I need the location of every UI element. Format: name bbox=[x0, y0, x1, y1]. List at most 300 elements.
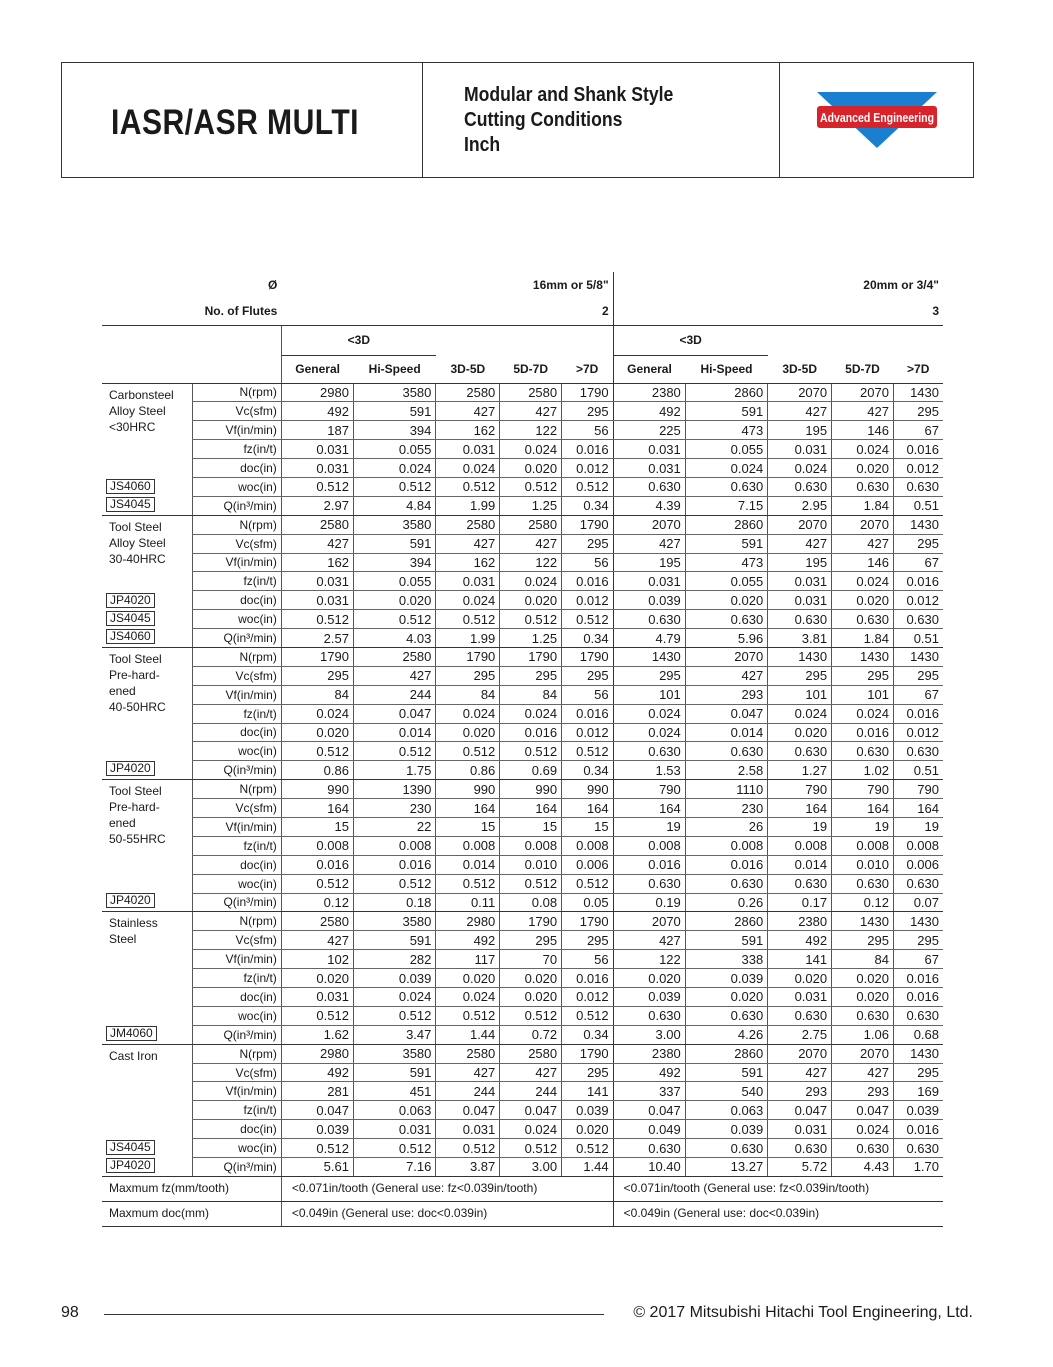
material-cell bbox=[102, 647, 193, 779]
value-cell: 295 bbox=[893, 534, 943, 553]
value-cell: 295 bbox=[893, 1063, 943, 1082]
value-cell: 0.010 bbox=[832, 855, 894, 874]
material-cell bbox=[102, 515, 193, 647]
value-cell: 0.630 bbox=[832, 610, 894, 629]
cutting-conditions-table bbox=[102, 272, 943, 1227]
value-cell: 492 bbox=[613, 1063, 685, 1082]
table-row bbox=[102, 855, 943, 874]
value-cell: 0.039 bbox=[685, 969, 767, 988]
table-row bbox=[102, 1025, 943, 1044]
value-cell: 0.11 bbox=[436, 893, 500, 912]
value-cell: 0.039 bbox=[613, 591, 685, 610]
value-cell: 195 bbox=[768, 421, 832, 440]
value-cell: 0.024 bbox=[436, 591, 500, 610]
value-cell: 0.020 bbox=[436, 723, 500, 742]
value-cell: 0.016 bbox=[562, 969, 614, 988]
value-cell: 2580 bbox=[500, 515, 562, 534]
value-cell: 0.008 bbox=[500, 836, 562, 855]
value-cell: 293 bbox=[832, 1082, 894, 1101]
param-label: doc(in) bbox=[193, 459, 282, 478]
param-label: N(rpm) bbox=[193, 383, 282, 402]
value-cell: 67 bbox=[893, 950, 943, 969]
value-cell: 0.016 bbox=[500, 723, 562, 742]
flutes-group-1: 2 bbox=[281, 297, 613, 325]
value-cell: 0.047 bbox=[768, 1101, 832, 1120]
value-cell: 4.39 bbox=[613, 496, 685, 515]
grade-badge: JS4060 bbox=[106, 479, 155, 494]
material-cell bbox=[102, 383, 193, 515]
value-cell: 164 bbox=[562, 799, 614, 818]
value-cell: 0.016 bbox=[893, 440, 943, 459]
material-name-line: Stainless bbox=[109, 916, 158, 931]
value-cell: 0.512 bbox=[353, 1006, 435, 1025]
logo-cell bbox=[780, 63, 973, 177]
value-cell: 2980 bbox=[281, 1044, 353, 1063]
table-row bbox=[102, 629, 943, 648]
value-cell: 295 bbox=[562, 1063, 614, 1082]
value-cell: 591 bbox=[353, 402, 435, 421]
value-cell: 0.012 bbox=[893, 459, 943, 478]
value-cell: 1430 bbox=[893, 647, 943, 666]
material-name-line: 50-55HRC bbox=[109, 832, 166, 847]
value-cell: 2580 bbox=[436, 383, 500, 402]
value-cell: 141 bbox=[562, 1082, 614, 1101]
value-cell: 230 bbox=[353, 799, 435, 818]
value-cell: 84 bbox=[832, 950, 894, 969]
material-name-line: ened bbox=[109, 816, 136, 831]
grade-badge: JS4045 bbox=[106, 1140, 155, 1155]
table-row bbox=[102, 931, 943, 950]
value-cell: 0.512 bbox=[353, 874, 435, 893]
value-cell: 0.34 bbox=[562, 1025, 614, 1044]
value-cell: 295 bbox=[436, 666, 500, 685]
value-cell: 244 bbox=[353, 685, 435, 704]
value-cell: 0.630 bbox=[832, 477, 894, 496]
param-label: Vf(in/min) bbox=[193, 421, 282, 440]
param-label: Vc(sfm) bbox=[193, 402, 282, 421]
value-cell: 0.008 bbox=[436, 836, 500, 855]
param-label: doc(in) bbox=[193, 591, 282, 610]
value-cell: 7.16 bbox=[353, 1158, 435, 1177]
value-cell: 1790 bbox=[562, 1044, 614, 1063]
value-cell: 0.024 bbox=[500, 1120, 562, 1139]
value-cell: 22 bbox=[353, 817, 435, 836]
value-cell: 244 bbox=[436, 1082, 500, 1101]
value-cell: 0.039 bbox=[893, 1101, 943, 1120]
value-cell: 3580 bbox=[353, 912, 435, 931]
value-cell: 2070 bbox=[685, 647, 767, 666]
column-header-1-5d7d: 5D-7D bbox=[500, 355, 562, 383]
value-cell: 0.031 bbox=[436, 572, 500, 591]
diameter-label: Ø bbox=[267, 277, 278, 292]
value-cell: 1390 bbox=[353, 780, 435, 799]
value-cell: 0.630 bbox=[893, 610, 943, 629]
value-cell: 7.15 bbox=[685, 496, 767, 515]
value-cell: 295 bbox=[281, 666, 353, 685]
value-cell: 0.031 bbox=[281, 440, 353, 459]
value-cell: 0.016 bbox=[562, 440, 614, 459]
value-cell: 3.00 bbox=[500, 1158, 562, 1177]
value-cell: 295 bbox=[562, 931, 614, 950]
value-cell: 2980 bbox=[281, 383, 353, 402]
value-cell: 0.020 bbox=[685, 591, 767, 610]
value-cell: 0.055 bbox=[353, 440, 435, 459]
grade-badge: JP4020 bbox=[106, 1158, 155, 1173]
value-cell: 0.031 bbox=[768, 440, 832, 459]
value-cell: 0.024 bbox=[500, 704, 562, 723]
diameter-group-2: 20mm or 3/4" bbox=[613, 272, 943, 297]
value-cell: 162 bbox=[436, 553, 500, 572]
value-cell: 295 bbox=[893, 666, 943, 685]
value-cell: 0.031 bbox=[281, 572, 353, 591]
value-cell: 122 bbox=[500, 553, 562, 572]
value-cell: 0.512 bbox=[562, 742, 614, 761]
param-label: woc(in) bbox=[193, 1006, 282, 1025]
grade-badge: JM4060 bbox=[106, 1026, 157, 1041]
value-cell: 427 bbox=[768, 402, 832, 421]
value-cell: 0.024 bbox=[832, 1120, 894, 1139]
value-cell: 0.512 bbox=[281, 742, 353, 761]
value-cell: 101 bbox=[768, 685, 832, 704]
value-cell: 0.024 bbox=[685, 459, 767, 478]
value-cell: 0.031 bbox=[768, 572, 832, 591]
value-cell: 0.630 bbox=[893, 1006, 943, 1025]
value-cell: 146 bbox=[832, 553, 894, 572]
param-label: Vf(in/min) bbox=[193, 1082, 282, 1101]
material-name-line: Steel bbox=[109, 932, 137, 947]
value-cell: 70 bbox=[500, 950, 562, 969]
value-cell: 0.630 bbox=[893, 1139, 943, 1158]
column-header-2-7d: >7D bbox=[893, 355, 943, 383]
value-cell: 1.02 bbox=[832, 761, 894, 780]
value-cell: 0.630 bbox=[893, 874, 943, 893]
value-cell: 0.024 bbox=[613, 723, 685, 742]
value-cell: 0.031 bbox=[281, 591, 353, 610]
value-cell: 15 bbox=[562, 817, 614, 836]
value-cell: 0.630 bbox=[613, 742, 685, 761]
value-cell: 1.62 bbox=[281, 1025, 353, 1044]
value-cell: 2580 bbox=[436, 1044, 500, 1063]
value-cell: 295 bbox=[562, 666, 614, 685]
value-cell: 1790 bbox=[436, 647, 500, 666]
value-cell: 56 bbox=[562, 421, 614, 440]
value-cell: 0.008 bbox=[353, 836, 435, 855]
value-cell: 15 bbox=[436, 817, 500, 836]
value-cell: 195 bbox=[768, 553, 832, 572]
value-cell: 0.34 bbox=[562, 496, 614, 515]
param-label: fz(in/t) bbox=[193, 572, 282, 591]
value-cell: 19 bbox=[832, 817, 894, 836]
value-cell: 0.630 bbox=[832, 1006, 894, 1025]
value-cell: 0.020 bbox=[832, 591, 894, 610]
value-cell: 0.016 bbox=[685, 855, 767, 874]
value-cell: 0.047 bbox=[832, 1101, 894, 1120]
value-cell: 2860 bbox=[685, 383, 767, 402]
param-label: N(rpm) bbox=[193, 912, 282, 931]
material-cell bbox=[102, 1044, 193, 1176]
value-cell: 4.79 bbox=[613, 629, 685, 648]
param-label: woc(in) bbox=[193, 477, 282, 496]
param-label: doc(in) bbox=[193, 1120, 282, 1139]
value-cell: 1.84 bbox=[832, 629, 894, 648]
value-cell: 0.630 bbox=[613, 1139, 685, 1158]
value-cell: 2860 bbox=[685, 1044, 767, 1063]
value-cell: 164 bbox=[281, 799, 353, 818]
value-cell: 1.70 bbox=[893, 1158, 943, 1177]
table-row bbox=[102, 969, 943, 988]
value-cell: 0.08 bbox=[500, 893, 562, 912]
value-cell: 164 bbox=[500, 799, 562, 818]
flutes-header-row bbox=[102, 297, 943, 325]
value-cell: 1790 bbox=[500, 912, 562, 931]
grade-badge: JP4020 bbox=[106, 761, 155, 776]
value-cell: 2980 bbox=[436, 912, 500, 931]
value-cell: 2580 bbox=[281, 912, 353, 931]
value-cell: 101 bbox=[832, 685, 894, 704]
value-cell: 1430 bbox=[893, 1044, 943, 1063]
value-cell: 1.25 bbox=[500, 629, 562, 648]
value-cell: 591 bbox=[353, 534, 435, 553]
limit-label: Maxmum fz(mm/tooth) bbox=[102, 1176, 281, 1201]
value-cell: 101 bbox=[613, 685, 685, 704]
param-label: fz(in/t) bbox=[193, 704, 282, 723]
value-cell: 3580 bbox=[353, 1044, 435, 1063]
value-cell: 1790 bbox=[562, 912, 614, 931]
value-cell: 0.008 bbox=[893, 836, 943, 855]
limit-group-2: <0.049in (General use: doc<0.039in) bbox=[613, 1201, 943, 1226]
value-cell: 1.84 bbox=[832, 496, 894, 515]
value-cell: 0.630 bbox=[768, 477, 832, 496]
value-cell: 0.008 bbox=[562, 836, 614, 855]
param-label: N(rpm) bbox=[193, 780, 282, 799]
value-cell: 591 bbox=[353, 931, 435, 950]
value-cell: 0.86 bbox=[281, 761, 353, 780]
flutes-label: No. of Flutes bbox=[102, 297, 281, 325]
value-cell: 195 bbox=[613, 553, 685, 572]
value-cell: 67 bbox=[893, 421, 943, 440]
value-cell: 427 bbox=[613, 931, 685, 950]
limit-row bbox=[102, 1201, 943, 1226]
param-label: Q(in³/min) bbox=[193, 1158, 282, 1177]
value-cell: 1430 bbox=[832, 912, 894, 931]
value-cell: 0.008 bbox=[281, 836, 353, 855]
value-cell: 0.039 bbox=[685, 1120, 767, 1139]
value-cell: 0.031 bbox=[768, 591, 832, 610]
value-cell: 0.512 bbox=[353, 742, 435, 761]
material-name-line: 40-50HRC bbox=[109, 699, 166, 714]
value-cell: 0.024 bbox=[500, 440, 562, 459]
value-cell: 19 bbox=[768, 817, 832, 836]
table-row bbox=[102, 477, 943, 496]
table-row bbox=[102, 515, 943, 534]
table-row bbox=[102, 572, 943, 591]
value-cell: 427 bbox=[613, 534, 685, 553]
value-cell: 1.44 bbox=[562, 1158, 614, 1177]
value-cell: 117 bbox=[436, 950, 500, 969]
value-cell: 0.68 bbox=[893, 1025, 943, 1044]
value-cell: 4.26 bbox=[685, 1025, 767, 1044]
value-cell: 0.630 bbox=[893, 477, 943, 496]
value-cell: 0.12 bbox=[832, 893, 894, 912]
value-cell: 427 bbox=[768, 1063, 832, 1082]
table-row bbox=[102, 817, 943, 836]
value-cell: 0.031 bbox=[613, 572, 685, 591]
value-cell: 427 bbox=[500, 1063, 562, 1082]
value-cell: 0.020 bbox=[613, 969, 685, 988]
value-cell: 394 bbox=[353, 421, 435, 440]
value-cell: 0.047 bbox=[613, 1101, 685, 1120]
value-cell: 0.630 bbox=[768, 874, 832, 893]
value-cell: 0.024 bbox=[500, 572, 562, 591]
value-cell: 591 bbox=[685, 1063, 767, 1082]
value-cell: 122 bbox=[500, 421, 562, 440]
table-row bbox=[102, 666, 943, 685]
value-cell: 0.031 bbox=[613, 440, 685, 459]
subtitle-line-3: Inch bbox=[464, 134, 501, 156]
grade-badge: JS4060 bbox=[106, 629, 155, 644]
value-cell: 3.87 bbox=[436, 1158, 500, 1177]
value-cell: 4.43 bbox=[832, 1158, 894, 1177]
value-cell: 0.024 bbox=[832, 440, 894, 459]
value-cell: 0.012 bbox=[893, 591, 943, 610]
table-row bbox=[102, 440, 943, 459]
value-cell: 0.630 bbox=[893, 742, 943, 761]
value-cell: 492 bbox=[281, 402, 353, 421]
value-cell: 122 bbox=[613, 950, 685, 969]
logo-text: Advanced Engineering bbox=[819, 110, 934, 125]
value-cell: 1.99 bbox=[436, 496, 500, 515]
value-cell: 427 bbox=[281, 931, 353, 950]
table-row bbox=[102, 496, 943, 515]
value-cell: 0.010 bbox=[500, 855, 562, 874]
value-cell: 427 bbox=[281, 534, 353, 553]
value-cell: 164 bbox=[832, 799, 894, 818]
value-cell: 0.020 bbox=[500, 459, 562, 478]
value-cell: 0.512 bbox=[500, 1139, 562, 1158]
grade-badge: JP4020 bbox=[106, 893, 155, 908]
value-cell: 293 bbox=[768, 1082, 832, 1101]
value-cell: 0.031 bbox=[281, 988, 353, 1007]
material-cell bbox=[102, 912, 193, 1044]
limit-group-2: <0.071in/tooth (General use: fz<0.039in/tooth) bbox=[613, 1176, 943, 1201]
value-cell: 0.016 bbox=[353, 855, 435, 874]
flutes-group-2: 3 bbox=[613, 297, 943, 325]
value-cell: 492 bbox=[768, 931, 832, 950]
table-row bbox=[102, 647, 943, 666]
value-cell: 0.512 bbox=[353, 1139, 435, 1158]
value-cell: 427 bbox=[353, 666, 435, 685]
value-cell: 0.014 bbox=[768, 855, 832, 874]
column-header-2-3d5d: 3D-5D bbox=[768, 355, 832, 383]
value-cell: 0.72 bbox=[500, 1025, 562, 1044]
value-cell: 427 bbox=[832, 534, 894, 553]
value-cell: 0.024 bbox=[436, 459, 500, 478]
value-cell: 0.630 bbox=[832, 742, 894, 761]
value-cell: 0.031 bbox=[436, 440, 500, 459]
advanced-engineering-logo bbox=[815, 90, 939, 150]
value-cell: 790 bbox=[613, 780, 685, 799]
param-label: N(rpm) bbox=[193, 647, 282, 666]
value-cell: 230 bbox=[685, 799, 767, 818]
value-cell: 0.512 bbox=[562, 1139, 614, 1158]
value-cell: 0.031 bbox=[768, 988, 832, 1007]
value-cell: 427 bbox=[768, 534, 832, 553]
value-cell: 2.75 bbox=[768, 1025, 832, 1044]
value-cell: 295 bbox=[562, 534, 614, 553]
table-row bbox=[102, 1101, 943, 1120]
table-row bbox=[102, 402, 943, 421]
value-cell: 0.51 bbox=[893, 629, 943, 648]
value-cell: 0.055 bbox=[353, 572, 435, 591]
param-label: doc(in) bbox=[193, 723, 282, 742]
column-header-1-3d5d: 3D-5D bbox=[436, 355, 500, 383]
value-cell: 0.049 bbox=[613, 1120, 685, 1139]
value-cell: 0.024 bbox=[436, 988, 500, 1007]
table-row bbox=[102, 1120, 943, 1139]
table-row bbox=[102, 685, 943, 704]
value-cell: 0.512 bbox=[436, 610, 500, 629]
subtitle-cell bbox=[423, 63, 780, 177]
limit-label: Maxmum doc(mm) bbox=[102, 1201, 281, 1226]
value-cell: 293 bbox=[685, 685, 767, 704]
value-cell: 591 bbox=[685, 931, 767, 950]
value-cell: 56 bbox=[562, 553, 614, 572]
value-cell: 0.016 bbox=[893, 572, 943, 591]
value-cell: 15 bbox=[281, 817, 353, 836]
table-row bbox=[102, 1063, 943, 1082]
material-name-line: Carbonsteel bbox=[109, 387, 174, 402]
value-cell: 2380 bbox=[613, 1044, 685, 1063]
value-cell: 1.75 bbox=[353, 761, 435, 780]
column-header-row bbox=[102, 355, 943, 383]
value-cell: 451 bbox=[353, 1082, 435, 1101]
value-cell: 0.512 bbox=[562, 610, 614, 629]
value-cell: 0.014 bbox=[685, 723, 767, 742]
value-cell: 0.512 bbox=[436, 1139, 500, 1158]
product-title-cell bbox=[62, 63, 423, 177]
value-cell: 1.44 bbox=[436, 1025, 500, 1044]
value-cell: 225 bbox=[613, 421, 685, 440]
value-cell: 0.630 bbox=[613, 874, 685, 893]
value-cell: 0.51 bbox=[893, 761, 943, 780]
table-row bbox=[102, 704, 943, 723]
value-cell: 0.86 bbox=[436, 761, 500, 780]
value-cell: 2070 bbox=[832, 383, 894, 402]
value-cell: 1790 bbox=[562, 647, 614, 666]
value-cell: 67 bbox=[893, 553, 943, 572]
limit-group-1: <0.071in/tooth (General use: fz<0.039in/tooth) bbox=[281, 1176, 613, 1201]
table-row bbox=[102, 988, 943, 1007]
value-cell: 1790 bbox=[562, 515, 614, 534]
limit-group-1: <0.049in (General use: doc<0.039in) bbox=[281, 1201, 613, 1226]
param-label: Vf(in/min) bbox=[193, 950, 282, 969]
value-cell: 295 bbox=[613, 666, 685, 685]
param-label: Q(in³/min) bbox=[193, 893, 282, 912]
value-cell: 295 bbox=[562, 402, 614, 421]
table-row bbox=[102, 421, 943, 440]
value-cell: 0.630 bbox=[685, 874, 767, 893]
value-cell: 5.96 bbox=[685, 629, 767, 648]
value-cell: 790 bbox=[832, 780, 894, 799]
value-cell: 0.630 bbox=[685, 1139, 767, 1158]
value-cell: 295 bbox=[832, 931, 894, 950]
value-cell: 0.34 bbox=[562, 629, 614, 648]
value-cell: 0.039 bbox=[562, 1101, 614, 1120]
value-cell: 0.047 bbox=[281, 1101, 353, 1120]
value-cell: 169 bbox=[893, 1082, 943, 1101]
value-cell: 0.512 bbox=[500, 1006, 562, 1025]
table-row bbox=[102, 723, 943, 742]
